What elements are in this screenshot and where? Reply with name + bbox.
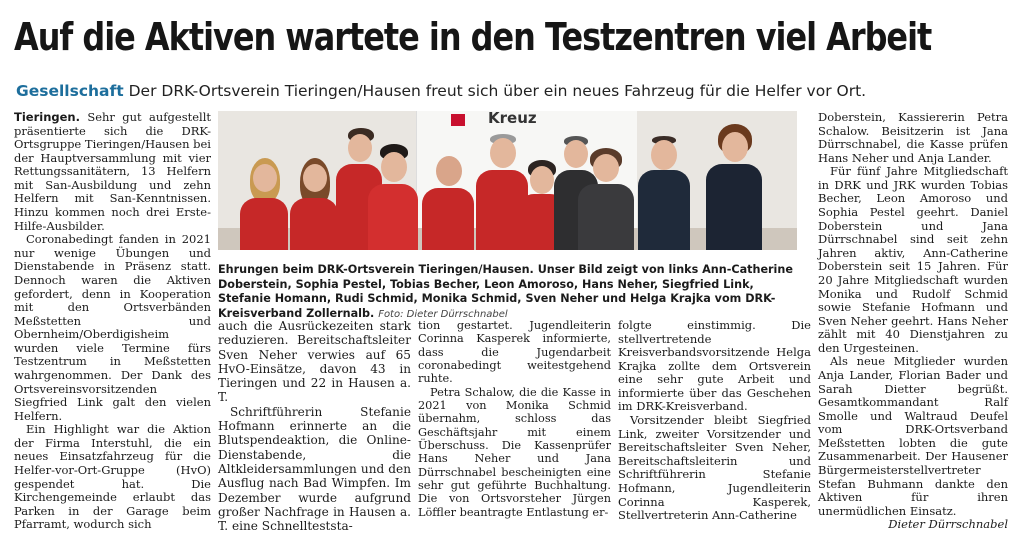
photo-banner-text: Kreuz [488, 111, 537, 127]
paragraph-text: Sehr gut aufgestellt präsentierte sich die DRK-Ortsgruppe Tieringen/Hausen bei der Hauptversammlung mit vier Rettungssanitätern, 13 Helfern mit San-Ausbildung und zehn Helfern mit San-Kenntnissen. Hinzu kommen noch drei Erste-Hilfe-Ausbilder. [14, 110, 212, 233]
dateline: Tieringen. [14, 110, 80, 124]
caption-text: Ehrungen beim DRK-Ortsverein Tieringen/Hausen. Unser Bild zeigt von links Ann-Catherine Doberstein, Sophia Pestel, Tobias Becher, Leon Amoroso, Hans Neher, Siegfried Link, Stefanie Homann, Rudi Schmid, Monika Schmid, Sven Neher und Helga Krajka vom DRK-Kreisverband Zollernalb. [218, 263, 793, 320]
photo-person-icon [290, 152, 338, 250]
paragraph: Petra Schalow, die die Kasse in 2021 von Monika Schmid übernahm, schloss das Geschäftsjahr mit einem Überschuss. Die Kassenprüfer Hans Neher und Jana Dürrschnabel bescheinigten eine sehr gut geführte Buchhaltung. Die von Ortsvorsteher Jürgen Löffler beantragte Entlastung er- [418, 385, 611, 519]
group-photo [218, 111, 797, 250]
photo-person-icon [368, 142, 418, 250]
photo-credit: Foto: Dieter Dürrschnabel [378, 308, 508, 320]
photo-person-icon [638, 134, 690, 250]
text-column-5 [818, 111, 1008, 532]
paragraph: Schriftführerin Stefanie Hofmann erinnerte an die Blutspendeaktion, die Online-Dienstabende, die Altkleidersammlungen und den Ausflug nach Bad Wimpfen. Im Dezember wurde aufgrund großer Nachfrage in Hausen a. T. eine Schnellteststa- [218, 404, 411, 534]
text-column-4 [618, 319, 811, 523]
headline: Auf die Aktiven wartete in den Testzentren viel Arbeit [14, 15, 932, 59]
text-column-2 [218, 319, 411, 533]
paragraph: tion gestartet. Jugendleiterin Corinna Kasperek informierte, dass die Jugendarbeit coronabedingt weitestgehend ruhte. [418, 319, 611, 386]
paragraph: Coronabedingt fanden in 2021 nur wenige Übungen und Dienstabende in Präsenz statt. Dennoch waren die Aktiven gefordert, denn in Kooperation mit den Ortsverbänden Meßstetten und Obernheim/Oberdigisheim wurden viele Termine fürs Testzentrum in Meßstetten wahrgenommen. Der Dank des Ortsvereinsvorsitzenden Siegfried Link galt den vielen Helfern. [14, 232, 211, 423]
paragraph: Als neue Mitglieder wurden Anja Lander, Florian Bader und Sarah Dietter begrüßt. Gesamtkommandant Ralf Smolle und Waltraud Deufel vom DRK-Ortsverband Meßstetten lobten die gute Zusammenarbeit. Der Hausener Bürgermeisterstellvertreter Stefan Buhmann dankte den Aktiven für ihren unermüdlichen Einsatz. [818, 354, 1008, 518]
text-column-3 [418, 319, 611, 519]
paragraph: Vorsitzender bleibt Siegfried Link, zweiter Vorsitzender und Bereitschaftsleiter Sven Neher, Bereitschaftsleiterin und Schriftführerin Stefanie Hofmann, Jugendleiterin Corinna Kasperek, Stellvertreterin Ann-Catherine [618, 413, 811, 523]
red-cross-logo-icon [451, 114, 465, 126]
paragraph: auch die Ausrückezeiten stark reduzieren. Bereitschaftsleiter Sven Neher verwies auf 65 HvO-Einsätze, davon 43 in Tieringen und 22 in Hausen a. T. [218, 319, 411, 405]
photo-caption [218, 263, 808, 322]
author-byline: Dieter Dürrschnabel [888, 517, 1008, 532]
paragraph: Für fünf Jahre Mitgliedschaft in DRK und JRK wurden Tobias Becher, Leon Amoroso und Sophia Pestel geehrt. Daniel Doberstein und Jana Dürrschnabel sind seit zehn Jahren aktiv, Ann-Catherine Doberstein seit 15 Jahren. Für 20 Jahre Mitgliedschaft wurden Monika und Rudolf Schmid sowie Stefanie Hofmann und Sven Neher geehrt. Hans Neher zählt mit 40 Dienstjahren zu den Urgesteinen. [818, 164, 1008, 355]
paragraph: folgte einstimmig. Die stellvertretende Kreisverbandsvorsitzende Helga Krajka zollte dem Ortsverein eine sehr gute Arbeit und informierte über das Geschehen im DRK-Kreisverband. [618, 318, 811, 414]
text-column-1 [14, 111, 211, 532]
subheadline: Der DRK-Ortsverein Tieringen/Hausen freut sich über ein neues Fahrzeug für die Helfer vor Ort. [128, 82, 867, 100]
paragraph [14, 111, 211, 233]
photo-person-icon [706, 124, 762, 250]
subheadline-row [16, 80, 1006, 102]
paragraph: Ein Highlight war die Aktion der Firma Interstuhl, die ein neues Einsatzfahrzeug für die Helfer-vor-Ort-Gruppe (HvO) gespendet hat. Die Kirchengemeinde erlaubt das Parken in der Garage beim Pfarramt, wodurch sich [14, 422, 211, 532]
photo-person-icon [240, 150, 288, 250]
section-kicker: Gesellschaft [16, 82, 124, 100]
paragraph: Doberstein, Kassiererin Petra Schalow. Beisitzerin ist Jana Dürrschnabel, die Kasse prüfen Hans Neher und Anja Lander. [818, 110, 1008, 165]
photo-person-icon [578, 146, 634, 250]
photo-person-icon [422, 150, 474, 250]
